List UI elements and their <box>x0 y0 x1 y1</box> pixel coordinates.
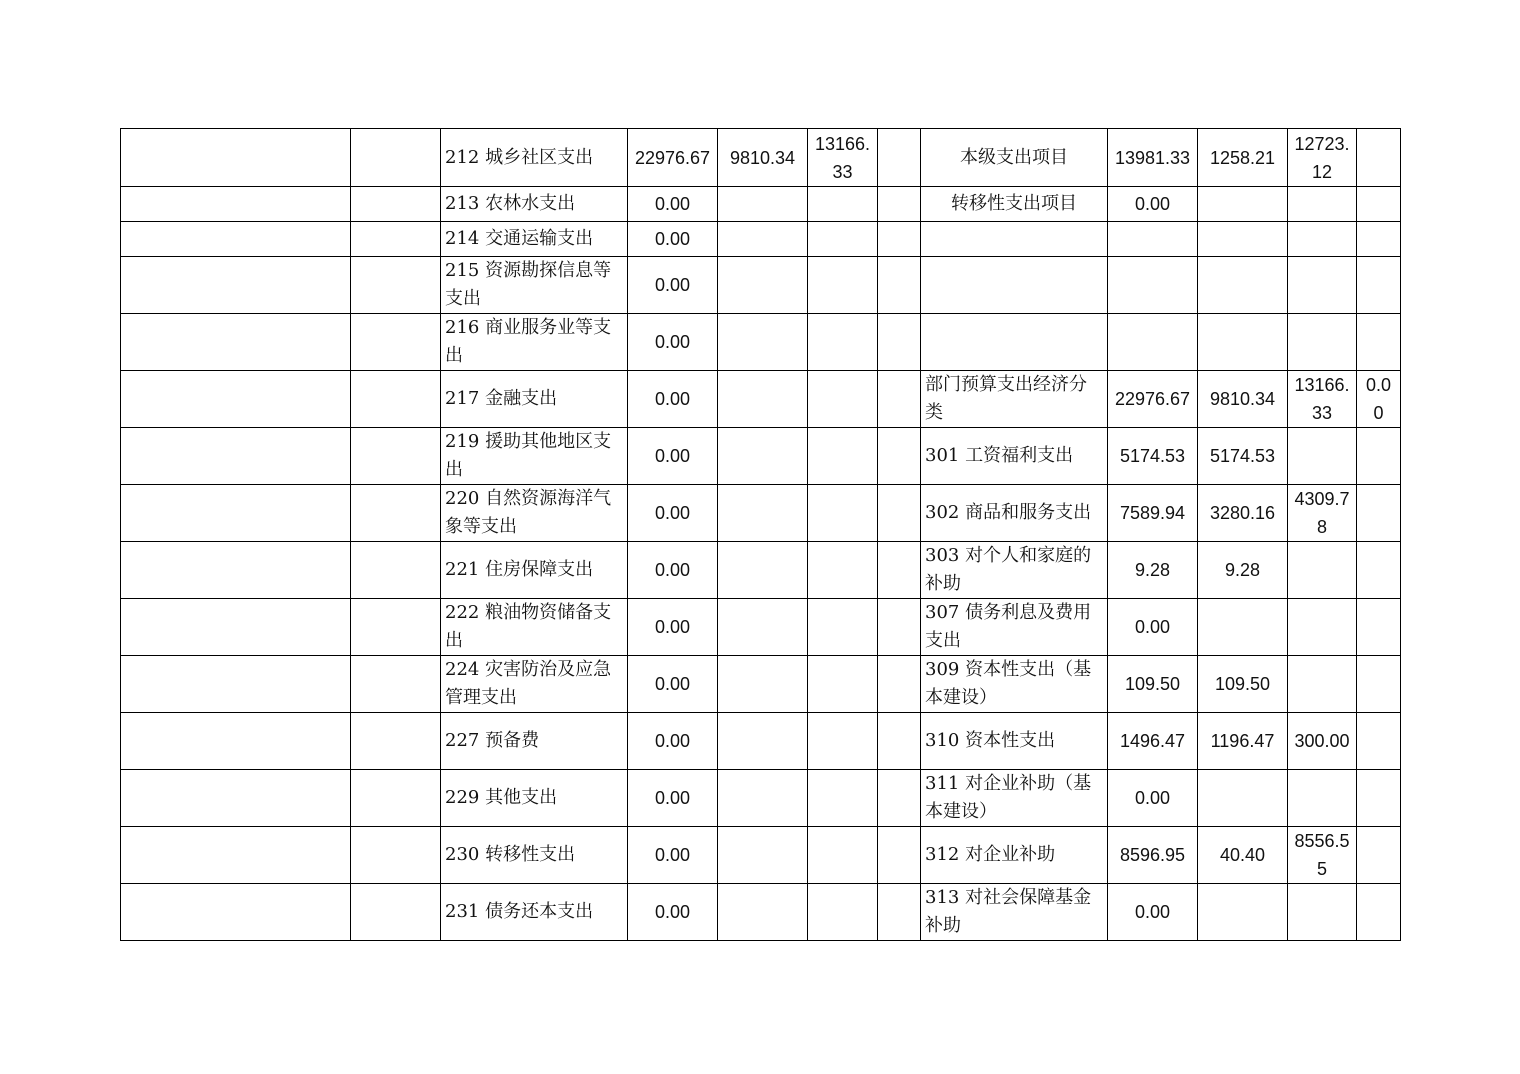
function-basic <box>718 770 808 827</box>
empty-cell <box>351 713 441 770</box>
empty-cell <box>351 371 441 428</box>
function-category: 219 援助其他地区支出 <box>441 428 628 485</box>
economic-category: 302 商品和服务支出 <box>921 485 1108 542</box>
economic-other <box>1357 485 1401 542</box>
function-total: 0.00 <box>628 770 718 827</box>
function-basic <box>718 314 808 371</box>
table-row <box>121 371 1401 428</box>
empty-cell <box>121 485 351 542</box>
economic-project: 13166.33 <box>1288 371 1357 428</box>
economic-basic: 40.40 <box>1198 827 1288 884</box>
table-row <box>121 542 1401 599</box>
empty-cell <box>878 428 921 485</box>
function-total: 0.00 <box>628 371 718 428</box>
table-row <box>121 884 1401 941</box>
function-basic <box>718 428 808 485</box>
function-basic <box>718 257 808 314</box>
economic-basic: 9.28 <box>1198 542 1288 599</box>
economic-category <box>921 257 1108 314</box>
economic-total <box>1108 314 1198 371</box>
economic-total: 0.00 <box>1108 770 1198 827</box>
economic-basic: 3280.16 <box>1198 485 1288 542</box>
economic-other: 0.00 <box>1357 371 1401 428</box>
function-project: 13166.33 <box>808 129 878 187</box>
economic-total: 7589.94 <box>1108 485 1198 542</box>
function-total: 0.00 <box>628 485 718 542</box>
function-category: 224 灾害防治及应急管理支出 <box>441 656 628 713</box>
economic-basic <box>1198 884 1288 941</box>
function-category: 213 农林水支出 <box>441 187 628 222</box>
table-row <box>121 770 1401 827</box>
empty-cell <box>351 428 441 485</box>
economic-project <box>1288 884 1357 941</box>
economic-other <box>1357 827 1401 884</box>
economic-other <box>1357 314 1401 371</box>
economic-other <box>1357 656 1401 713</box>
economic-total: 13981.33 <box>1108 129 1198 187</box>
economic-project <box>1288 656 1357 713</box>
economic-category: 部门预算支出经济分类 <box>921 371 1108 428</box>
economic-total: 5174.53 <box>1108 428 1198 485</box>
economic-project <box>1288 770 1357 827</box>
empty-cell <box>121 770 351 827</box>
function-project <box>808 542 878 599</box>
table-row <box>121 656 1401 713</box>
empty-cell <box>878 542 921 599</box>
table-row <box>121 827 1401 884</box>
economic-basic <box>1198 257 1288 314</box>
empty-cell <box>878 656 921 713</box>
function-total: 0.00 <box>628 314 718 371</box>
empty-cell <box>121 827 351 884</box>
economic-other <box>1357 129 1401 187</box>
budget-table <box>120 128 1401 941</box>
economic-category <box>921 222 1108 257</box>
function-category: 229 其他支出 <box>441 770 628 827</box>
empty-cell <box>878 129 921 187</box>
empty-cell <box>351 187 441 222</box>
economic-category: 309 资本性支出（基本建设） <box>921 656 1108 713</box>
function-category: 212 城乡社区支出 <box>441 129 628 187</box>
empty-cell <box>351 599 441 656</box>
function-total: 22976.67 <box>628 129 718 187</box>
function-total: 0.00 <box>628 599 718 656</box>
function-basic <box>718 713 808 770</box>
function-total: 0.00 <box>628 827 718 884</box>
table-row <box>121 187 1401 222</box>
function-basic <box>718 542 808 599</box>
economic-project <box>1288 222 1357 257</box>
economic-basic <box>1198 222 1288 257</box>
economic-total: 109.50 <box>1108 656 1198 713</box>
table-row <box>121 314 1401 371</box>
function-category: 214 交通运输支出 <box>441 222 628 257</box>
empty-cell <box>351 542 441 599</box>
empty-cell <box>878 257 921 314</box>
empty-cell <box>351 314 441 371</box>
function-basic <box>718 827 808 884</box>
economic-other <box>1357 222 1401 257</box>
empty-cell <box>121 428 351 485</box>
empty-cell <box>351 656 441 713</box>
function-total: 0.00 <box>628 656 718 713</box>
economic-project <box>1288 542 1357 599</box>
function-project <box>808 187 878 222</box>
table-row <box>121 713 1401 770</box>
empty-cell <box>878 599 921 656</box>
empty-cell <box>878 713 921 770</box>
economic-basic: 1196.47 <box>1198 713 1288 770</box>
empty-cell <box>121 656 351 713</box>
economic-project: 300.00 <box>1288 713 1357 770</box>
function-category: 231 债务还本支出 <box>441 884 628 941</box>
function-project <box>808 656 878 713</box>
empty-cell <box>121 129 351 187</box>
economic-basic: 5174.53 <box>1198 428 1288 485</box>
economic-category: 303 对个人和家庭的补助 <box>921 542 1108 599</box>
economic-category <box>921 314 1108 371</box>
function-category: 217 金融支出 <box>441 371 628 428</box>
economic-project <box>1288 257 1357 314</box>
function-basic <box>718 485 808 542</box>
function-total: 0.00 <box>628 257 718 314</box>
empty-cell <box>121 713 351 770</box>
economic-other <box>1357 884 1401 941</box>
empty-cell <box>351 770 441 827</box>
empty-cell <box>878 770 921 827</box>
empty-cell <box>351 222 441 257</box>
function-project <box>808 314 878 371</box>
economic-category: 转移性支出项目 <box>921 187 1108 222</box>
table-row <box>121 485 1401 542</box>
economic-basic: 1258.21 <box>1198 129 1288 187</box>
empty-cell <box>121 542 351 599</box>
economic-basic <box>1198 599 1288 656</box>
economic-other <box>1357 713 1401 770</box>
empty-cell <box>878 827 921 884</box>
economic-other <box>1357 770 1401 827</box>
economic-category: 311 对企业补助（基本建设） <box>921 770 1108 827</box>
economic-category: 310 资本性支出 <box>921 713 1108 770</box>
economic-total: 22976.67 <box>1108 371 1198 428</box>
table-row <box>121 599 1401 656</box>
economic-total <box>1108 222 1198 257</box>
economic-project <box>1288 599 1357 656</box>
economic-other <box>1357 599 1401 656</box>
economic-basic <box>1198 770 1288 827</box>
empty-cell <box>878 314 921 371</box>
empty-cell <box>878 884 921 941</box>
economic-basic: 9810.34 <box>1198 371 1288 428</box>
empty-cell <box>351 485 441 542</box>
function-project <box>808 827 878 884</box>
empty-cell <box>878 485 921 542</box>
economic-other <box>1357 187 1401 222</box>
function-project <box>808 371 878 428</box>
economic-project: 12723.12 <box>1288 129 1357 187</box>
function-project <box>808 485 878 542</box>
economic-basic: 109.50 <box>1198 656 1288 713</box>
economic-project <box>1288 187 1357 222</box>
function-total: 0.00 <box>628 542 718 599</box>
function-category: 215 资源勘探信息等支出 <box>441 257 628 314</box>
function-project <box>808 428 878 485</box>
function-basic <box>718 371 808 428</box>
function-category: 221 住房保障支出 <box>441 542 628 599</box>
function-category: 230 转移性支出 <box>441 827 628 884</box>
empty-cell <box>351 827 441 884</box>
function-basic: 9810.34 <box>718 129 808 187</box>
empty-cell <box>351 257 441 314</box>
function-total: 0.00 <box>628 222 718 257</box>
economic-category: 307 债务利息及费用支出 <box>921 599 1108 656</box>
economic-other <box>1357 542 1401 599</box>
function-category: 220 自然资源海洋气象等支出 <box>441 485 628 542</box>
economic-total: 8596.95 <box>1108 827 1198 884</box>
table-row <box>121 129 1401 187</box>
function-total: 0.00 <box>628 713 718 770</box>
empty-cell <box>878 371 921 428</box>
economic-project: 8556.55 <box>1288 827 1357 884</box>
function-category: 222 粮油物资储备支出 <box>441 599 628 656</box>
table-row <box>121 257 1401 314</box>
function-total: 0.00 <box>628 884 718 941</box>
function-basic <box>718 222 808 257</box>
function-basic <box>718 599 808 656</box>
empty-cell <box>121 222 351 257</box>
function-project <box>808 222 878 257</box>
empty-cell <box>121 599 351 656</box>
economic-project: 4309.78 <box>1288 485 1357 542</box>
economic-total <box>1108 257 1198 314</box>
function-total: 0.00 <box>628 187 718 222</box>
function-project <box>808 713 878 770</box>
table-row <box>121 428 1401 485</box>
economic-total: 0.00 <box>1108 599 1198 656</box>
function-project <box>808 884 878 941</box>
empty-cell <box>121 314 351 371</box>
economic-category: 301 工资福利支出 <box>921 428 1108 485</box>
economic-other <box>1357 428 1401 485</box>
function-basic <box>718 656 808 713</box>
empty-cell <box>351 884 441 941</box>
function-category: 227 预备费 <box>441 713 628 770</box>
empty-cell <box>121 257 351 314</box>
empty-cell <box>878 222 921 257</box>
empty-cell <box>878 187 921 222</box>
economic-basic <box>1198 187 1288 222</box>
function-total: 0.00 <box>628 428 718 485</box>
economic-total: 9.28 <box>1108 542 1198 599</box>
economic-other <box>1357 257 1401 314</box>
function-basic <box>718 187 808 222</box>
economic-category: 本级支出项目 <box>921 129 1108 187</box>
economic-basic <box>1198 314 1288 371</box>
function-basic <box>718 884 808 941</box>
empty-cell <box>121 187 351 222</box>
empty-cell <box>121 884 351 941</box>
economic-project <box>1288 428 1357 485</box>
function-project <box>808 257 878 314</box>
economic-category: 313 对社会保障基金补助 <box>921 884 1108 941</box>
economic-total: 0.00 <box>1108 884 1198 941</box>
economic-project <box>1288 314 1357 371</box>
empty-cell <box>121 371 351 428</box>
economic-category: 312 对企业补助 <box>921 827 1108 884</box>
economic-total: 0.00 <box>1108 187 1198 222</box>
function-category: 216 商业服务业等支出 <box>441 314 628 371</box>
economic-total: 1496.47 <box>1108 713 1198 770</box>
table-body <box>121 129 1401 941</box>
function-project <box>808 770 878 827</box>
empty-cell <box>351 129 441 187</box>
table-row <box>121 222 1401 257</box>
function-project <box>808 599 878 656</box>
